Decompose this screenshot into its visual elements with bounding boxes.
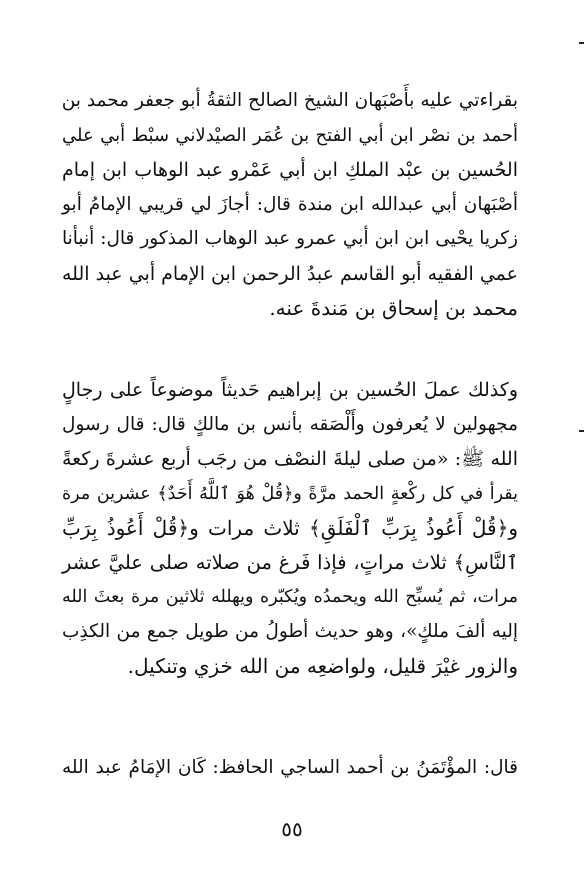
text-line: عمي الفقيه أبو القاسم عبدُ الرحمن ابن الإمام أبي عبد الله xyxy=(62,262,518,285)
text-line: يقرأ في كل ركْعةٍ الحمد مرَّةً و﴿قُلْ هُوَ ٱللَّهُ أَحَدٌ﴾ عشرين مرة xyxy=(62,483,518,504)
text-line: قال: المؤْتَمَنُ بن أحمد الساجي الحافظ: كَان الإمَامُ عبد الله xyxy=(62,757,518,778)
text-line: الحُسين بن عبْد الملكِ ابن أبي عَمْرو عبد الوهاب ابن إمام xyxy=(62,159,518,181)
page-number: ٥٥ xyxy=(281,817,303,841)
text-line: زكريا يحْيى ابن ابن أبي عمرو عبد الوهاب المذكور قال: أنبأنا xyxy=(62,228,518,249)
text-line: مرات، ثم يُسبِّح الله ويحمدُه ويُكبّره ويهلله ثلاثين مرة بعثَ الله xyxy=(62,587,518,607)
text-line: أصْبَهان أبي عبدالله ابن مندة قال: أجازَ لي قريبي الإمامُ أبو xyxy=(62,193,518,215)
paragraph-3 xyxy=(62,751,518,786)
text-line: محمد بن إسحاق بن مَندةَ عنه. xyxy=(269,296,518,320)
text-line: الله ﷺ: «من صلى ليلةَ النصْف من رجَب أربع عشرةَ ركعةً xyxy=(62,448,518,470)
text-line: أحمد بن نصْر ابن أبي الفتح بن عُمَر الصيْدلاني سبْط أبي علي xyxy=(62,124,518,146)
text-line: إليه ألفَ ملكٍ»، وهو حديث أطولُ من طويل جمع من الكذِب xyxy=(62,620,518,642)
text-line: مجهولين لا يُعرفون وأَلْصَقه بأنس بن مالكٍ قال: قال رسول xyxy=(62,413,518,435)
page-edge-mark xyxy=(579,42,584,44)
text-line: و﴿قُلْ أَعُوذُ بِرَبِّ ٱلْفَلَقِ﴾ ثلاث مرات و﴿قُلْ أَعُوذُ بِرَبِّ xyxy=(62,516,518,540)
paragraph-1 xyxy=(62,84,518,326)
page-edge-mark xyxy=(579,430,584,432)
text-line: وكذلك عملَ الحُسين بن إبراهيم حَديثاً موضوعاً على رجالٍ xyxy=(62,379,518,401)
text-line: ٱلنَّاسِ﴾ ثلاث مراتٍ، فإذا فَرغ من صلاته صلى عليَّ عشر xyxy=(62,550,518,574)
paragraph-2 xyxy=(62,373,518,684)
text-line: بقراءتي عليه بأَصْبَهان الشيخ الصالح الثقةُ أبو جعفر محمد بن xyxy=(61,90,518,111)
text-line: والزور غيْرَ قليل، ولواضعِه من الله خزي وتنكيل. xyxy=(127,654,518,678)
